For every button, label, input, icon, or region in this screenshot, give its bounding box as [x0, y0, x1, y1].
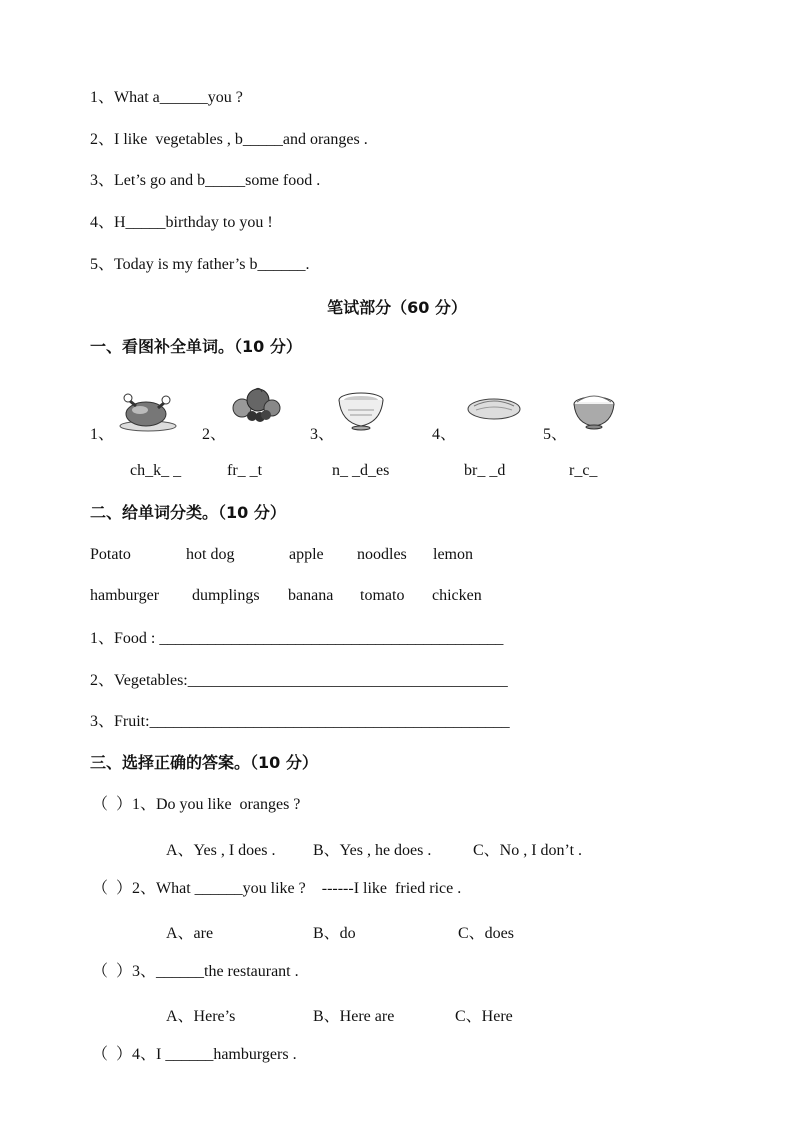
pic-number-3: 3、	[310, 426, 335, 443]
fruit-icon	[228, 386, 284, 424]
word-item: hamburger	[90, 587, 160, 604]
noodle-bowl-icon	[336, 388, 386, 432]
question-2: （ ）2、What ______you like ? ------I like fried rice .	[92, 880, 462, 897]
rice-bowl-icon	[572, 392, 616, 430]
word-item: lemon	[433, 546, 473, 563]
pic-number-4: 4、	[432, 426, 457, 443]
pic-number-1: 1、	[90, 426, 115, 443]
q1-option-b: B、Yes , he does .	[313, 842, 432, 859]
word-hint-2: fr_ _t	[227, 462, 263, 479]
fill-item-1: 1、What a______you ?	[90, 89, 243, 106]
q2-option-b: B、do	[313, 925, 356, 942]
word-item: banana	[288, 587, 334, 604]
q3-option-b: B、Here are	[313, 1008, 395, 1025]
section3-title: 三、选择正确的答案。（10 分）	[90, 753, 318, 772]
section2-title: 二、给单词分类。（10 分）	[90, 503, 286, 522]
q1-option-c: C、No , I don’t .	[473, 842, 583, 859]
roast-chicken-icon	[118, 392, 178, 432]
q3-option-c: C、Here	[455, 1008, 513, 1025]
q2-option-a: A、are	[166, 925, 214, 942]
word-item: hot dog	[186, 546, 235, 563]
fill-item-4: 4、H_____birthday to you !	[90, 214, 273, 231]
written-part-title: 笔试部分（60 分）	[327, 298, 467, 317]
word-hint-3: n_ _d_es	[332, 462, 390, 479]
word-item: apple	[289, 546, 324, 563]
word-hint-4: br_ _d	[464, 462, 506, 479]
category-food: 1、Food : ___________________________________________	[90, 630, 504, 647]
bread-icon	[466, 396, 522, 422]
section1-title: 一、看图补全单词。（10 分）	[90, 337, 302, 356]
fill-item-5: 5、Today is my father’s b______.	[90, 256, 310, 273]
word-item: dumplings	[192, 587, 260, 604]
question-1: （ ）1、Do you like oranges ?	[92, 796, 301, 813]
q1-option-a: A、Yes , I does .	[166, 842, 276, 859]
fill-item-2: 2、I like vegetables , b_____and oranges .	[90, 131, 368, 148]
word-item: chicken	[432, 587, 482, 604]
word-item: tomato	[360, 587, 405, 604]
category-fruit: 3、Fruit:_____________________________________________	[90, 713, 510, 730]
question-4: （ ）4、I ______hamburgers .	[92, 1046, 297, 1063]
word-hint-1: ch_k_ _	[130, 462, 182, 479]
fill-item-3: 3、Let’s go and b_____some food .	[90, 172, 321, 189]
word-item: Potato	[90, 546, 131, 563]
q3-option-a: A、Here’s	[166, 1008, 236, 1025]
q2-option-c: C、does	[458, 925, 515, 942]
category-vegetables: 2、Vegetables:________________________________________	[90, 672, 508, 689]
word-item: noodles	[357, 546, 407, 563]
question-3: （ ）3、______the restaurant .	[92, 963, 299, 980]
pic-number-5: 5、	[543, 426, 568, 443]
word-hint-5: r_c_	[569, 462, 598, 479]
pic-number-2: 2、	[202, 426, 227, 443]
